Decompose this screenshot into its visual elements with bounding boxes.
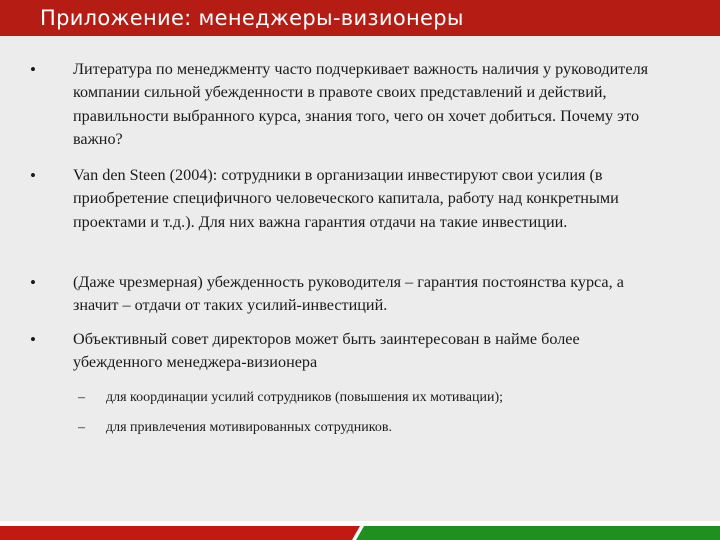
sub-dash: – — [78, 390, 85, 405]
sub-dash: – — [78, 420, 85, 435]
bullet-text: Литература по менеджменту часто подчеркивает важность наличия у руководителя компании сильной убежденности в правоте своих представлений и действий, правильности выбранного курса, знания того, чего он хочет добиться. Почему это важно? — [73, 60, 649, 149]
title-bar — [0, 0, 720, 36]
footer-green-stripe — [356, 526, 720, 540]
sub-text: для привлечения мотивированных сотрудников. — [106, 420, 392, 435]
bullet-text: Van den Steen (2004): сотрудники в организации инвестируют свои усилия (в приобретение специфичного человеческого капитала, работу над конкретными проектами и т.д.). Для них важна гарантия отдачи на такие инвестиции. — [73, 166, 619, 231]
bullet-dot: • — [30, 166, 36, 185]
footer-decoration — [0, 521, 720, 540]
slide-title: Приложение: менеджеры-визионеры — [40, 6, 464, 30]
bullet-text: (Даже чрезмерная) убежденность руководителя – гарантия постоянства курса, а значит – отдачи от таких усилий-инвестиций. — [73, 273, 624, 315]
bullet-dot: • — [30, 273, 36, 292]
footer-red-stripe — [0, 526, 360, 540]
bullet-dot: • — [30, 60, 36, 79]
sub-text: для координации усилий сотрудников (повышения их мотивации); — [106, 390, 504, 405]
bullet-text: Объективный совет директоров может быть заинтересован в найме более убежденного менеджера-визионера — [73, 330, 580, 372]
bullet-dot: • — [30, 330, 36, 349]
